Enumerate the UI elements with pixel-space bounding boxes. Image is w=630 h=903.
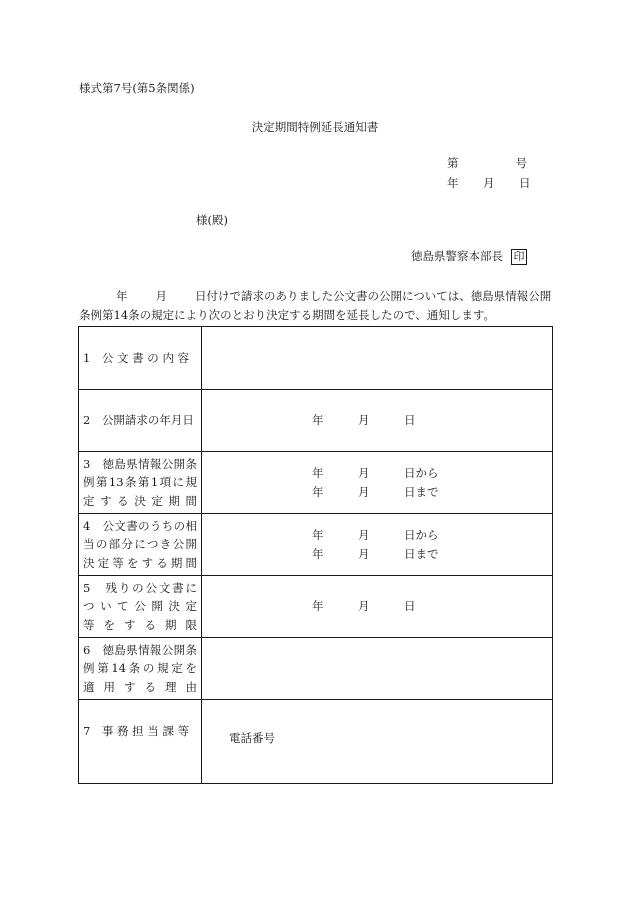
label-content [79,327,202,390]
label-line: 4 公文書のうちの相 [83,518,197,533]
sender-name: 徳島県警察本部長 [411,249,503,263]
date-year: 年 [312,484,324,499]
value-decision-period [202,452,553,514]
date-year: 年 [312,528,324,542]
date-year: 年 [312,413,324,428]
label-line: 6 徳島県情報公開条 [83,642,197,657]
label-line: 当の部分につき公開 [83,537,197,552]
body-text-line1: 日付けで請求のありました公文書の公開については、徳島県情報公開 [195,289,552,303]
sender-line [411,248,527,265]
label-line: 適 用 す る 理 由 [83,679,197,694]
form-number-label: 様式第7号(第5条関係) [79,81,195,95]
label-text: 7 事 務 担 当 課 等 [83,724,190,738]
value-reason [202,638,553,700]
table-row-remaining-deadline [79,576,553,638]
label-request-date [79,390,202,452]
date-month: 月 [358,546,370,561]
issue-date-line [447,175,531,191]
table-row-department [79,700,553,784]
label-text: 1 公 文 書 の 内 容 [83,350,190,365]
label-decision-period [79,452,202,514]
issue-month: 月 [483,176,495,190]
addressee: 様(殿) [196,213,228,227]
table-row-content [79,327,553,390]
notice-body [79,287,555,325]
date-year: 年 [312,546,324,561]
date-day: 日から [404,528,439,542]
issue-year: 年 [447,176,459,190]
date-month: 月 [358,466,370,480]
details-table [78,326,553,784]
label-line: 3 徳島県情報公開条 [83,456,197,471]
document-title: 決定期間特例延長通知書 [251,120,379,134]
date-year: 年 [312,599,324,614]
number-prefix: 第 [447,156,459,170]
label-line: 5 残りの公文書に [83,580,197,595]
table-row-partial-period [79,514,553,576]
label-line: 決定等をする期間 [83,555,197,570]
date-day: 日から [404,466,439,480]
date-month: 月 [358,599,370,614]
value-partial-period [202,514,553,576]
label-line: 例第14条の規定を [83,661,197,676]
body-year: 年 [116,289,128,303]
date-day: 日まで [404,484,439,499]
date-month: 月 [358,484,370,499]
seal-box: 印 [511,249,527,265]
table-row-request-date [79,390,553,452]
body-text-line2: 条例第14条の規定により次のとおり決定する期間を延長したので、通知します。 [79,308,495,322]
phone-number-label: 電話番号 [229,731,275,745]
value-request-date [202,390,553,452]
document-number-line [447,155,527,171]
label-text: 2 公開請求の年月日 [83,413,194,428]
label-partial-period [79,514,202,576]
date-year: 年 [312,466,324,480]
label-line: 例第13条第1項に規 [83,475,197,490]
table-row-reason [79,638,553,700]
value-remaining-deadline [202,576,553,638]
label-line: 等 を す る 期 限 [83,617,197,632]
label-department [79,700,202,784]
date-day: 日まで [404,546,439,561]
table-row-decision-period [79,452,553,514]
number-suffix: 号 [515,156,527,170]
issue-day: 日 [519,176,531,190]
label-line: つ い て 公 開 決 定 [83,599,197,614]
label-remaining-deadline [79,576,202,638]
value-content [202,327,553,390]
body-month: 月 [155,289,167,303]
label-reason [79,638,202,700]
label-line: 定 す る 決 定 期 間 [83,493,197,508]
date-day: 日 [404,599,416,614]
date-month: 月 [358,528,370,542]
date-month: 月 [358,413,370,428]
date-day: 日 [404,413,416,428]
